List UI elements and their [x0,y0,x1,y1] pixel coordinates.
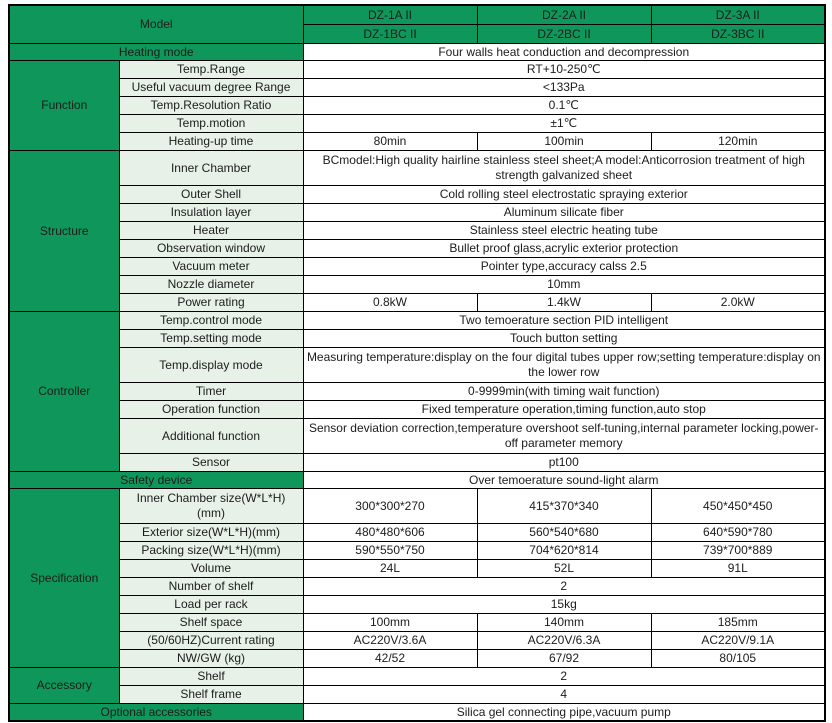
spec-value-load-per-rack: 15kg [303,596,825,614]
spec-value-temp-resolution-ratio: 0.1℃ [303,97,825,115]
spec-value-heating-up-time-col2: 100min [477,133,651,151]
spec-value-50-60hz-current-rating-col1: AC220V/3.6A [303,632,477,650]
model-name-cell-dz-1a-ii: DZ-1A II [303,5,477,25]
model-header-cell: Model [9,5,303,44]
spec-value-volume-col3: 91L [651,560,825,578]
banner-value-optional-accessories: Silica gel connecting pipe,vacuum pump [303,704,825,722]
spec-value-50-60hz-current-rating-col3: AC220V/9.1A [651,632,825,650]
spec-value-temp-control-mode: Two temoerature section PID intelligent [303,312,825,330]
spec-value-nw-gw-kg-col2: 67/92 [477,650,651,668]
spec-value-packing-size-w-l-h-mm-col2: 704*620*814 [477,542,651,560]
section-accessory: Accessory [9,668,119,704]
section-function: Function [9,61,119,151]
spec-label-power-rating: Power rating [119,294,303,312]
spec-value-power-rating-col1: 0.8kW [303,294,477,312]
spec-label-number-of-shelf: Number of shelf [119,578,303,596]
spec-value-sensor: pt100 [303,454,825,472]
spec-value-heating-up-time-col3: 120min [651,133,825,151]
spec-label-50-60hz-current-rating: (50/60HZ)Current rating [119,632,303,650]
spec-value-nw-gw-kg-col1: 42/52 [303,650,477,668]
spec-value-temp-range: RT+10-250℃ [303,61,825,79]
spec-value-inner-chamber-size-w-l-h-mm-col1: 300*300*270 [303,489,477,524]
model-name-cell-dz-3bc-ii: DZ-3BC II [651,25,825,44]
spec-label-operation-function: Operation function [119,401,303,419]
spec-value-exterior-size-w-l-h-mm-col2: 560*540*680 [477,524,651,542]
spec-label-temp-setting-mode: Temp.setting mode [119,330,303,348]
spec-value-shelf-space-col3: 185mm [651,614,825,632]
spec-value-vacuum-meter: Pointer type,accuracy calss 2.5 [303,258,825,276]
spec-value-temp-setting-mode: Touch button setting [303,330,825,348]
spec-value-shelf-frame: 4 [303,686,825,704]
spec-value-shelf-space-col1: 100mm [303,614,477,632]
spec-label-shelf-space: Shelf space [119,614,303,632]
model-name-cell-dz-1bc-ii: DZ-1BC II [303,25,477,44]
spec-value-useful-vacuum-degree-range: <133Pa [303,79,825,97]
spec-value-volume-col2: 52L [477,560,651,578]
banner-value-safety-device: Over temoerature sound-light alarm [303,472,825,489]
spec-value-nozzle-diameter: 10mm [303,276,825,294]
section-specification: Specification [9,489,119,668]
spec-label-temp-motion: Temp.motion [119,115,303,133]
spec-label-additional-function: Additional function [119,419,303,454]
model-name-cell-dz-2a-ii: DZ-2A II [477,5,651,25]
spec-label-temp-range: Temp.Range [119,61,303,79]
banner-label-safety-device: Safety device [9,472,303,489]
spec-label-heater: Heater [119,222,303,240]
spec-label-shelf-frame: Shelf frame [119,686,303,704]
spec-label-heating-up-time: Heating-up time [119,133,303,151]
spec-value-power-rating-col3: 2.0kW [651,294,825,312]
spec-value-inner-chamber-size-w-l-h-mm-col3: 450*450*450 [651,489,825,524]
spec-label-inner-chamber-size-w-l-h-mm: Inner Chamber size(W*L*H) (mm) [119,489,303,524]
spec-value-heating-up-time-col1: 80min [303,133,477,151]
spec-value-observation-window: Bullet proof glass,acrylic exterior protection [303,240,825,258]
banner-value-heating-mode: Four walls heat conduction and decompression [303,44,825,61]
section-structure: Structure [9,151,119,312]
banner-label-optional-accessories: Optional accessories [9,704,303,722]
section-controller: Controller [9,312,119,472]
spec-value-timer: 0-9999min(with timing wait function) [303,383,825,401]
spec-label-inner-chamber: Inner Chamber [119,151,303,186]
spec-value-temp-motion: ±1℃ [303,115,825,133]
spec-value-temp-display-mode: Measuring temperature:display on the four digital tubes upper row;setting temperature:display on the lower row [303,348,825,383]
spec-value-exterior-size-w-l-h-mm-col1: 480*480*606 [303,524,477,542]
spec-label-observation-window: Observation window [119,240,303,258]
spec-label-sensor: Sensor [119,454,303,472]
spec-value-insulation-layer: Aluminum silicate fiber [303,204,825,222]
spec-label-load-per-rack: Load per rack [119,596,303,614]
spec-value-inner-chamber: BCmodel:High quality hairline stainless steel sheet;A model:Anticorrosion treatment of high strength galvanized sheet [303,151,825,186]
spec-label-volume: Volume [119,560,303,578]
spec-value-50-60hz-current-rating-col2: AC220V/6.3A [477,632,651,650]
spec-value-nw-gw-kg-col3: 80/105 [651,650,825,668]
spec-label-exterior-size-w-l-h-mm: Exterior size(W*L*H)(mm) [119,524,303,542]
spec-value-number-of-shelf: 2 [303,578,825,596]
spec-value-operation-function: Fixed temperature operation,timing function,auto stop [303,401,825,419]
model-name-cell-dz-2bc-ii: DZ-2BC II [477,25,651,44]
spec-label-insulation-layer: Insulation layer [119,204,303,222]
spec-value-exterior-size-w-l-h-mm-col3: 640*590*780 [651,524,825,542]
spec-value-power-rating-col2: 1.4kW [477,294,651,312]
spec-label-nw-gw-kg: NW/GW (kg) [119,650,303,668]
spec-value-additional-function: Sensor deviation correction,temperature overshoot self-tuning,internal parameter locking,power-off parameter memory [303,419,825,454]
spec-table [8,4,826,722]
banner-label-heating-mode: Heating mode [9,44,303,61]
spec-label-shelf: Shelf [119,668,303,686]
spec-value-outer-shell: Cold rolling steel electrostatic spraying exterior [303,186,825,204]
spec-value-packing-size-w-l-h-mm-col1: 590*550*750 [303,542,477,560]
spec-value-shelf: 2 [303,668,825,686]
spec-label-packing-size-w-l-h-mm: Packing size(W*L*H)(mm) [119,542,303,560]
spec-value-shelf-space-col2: 140mm [477,614,651,632]
spec-label-useful-vacuum-degree-range: Useful vacuum degree Range [119,79,303,97]
spec-label-temp-display-mode: Temp.display mode [119,348,303,383]
spec-value-inner-chamber-size-w-l-h-mm-col2: 415*370*340 [477,489,651,524]
model-name-cell-dz-3a-ii: DZ-3A II [651,5,825,25]
spec-value-heater: Stainless steel electric heating tube [303,222,825,240]
spec-label-nozzle-diameter: Nozzle diameter [119,276,303,294]
spec-label-outer-shell: Outer Shell [119,186,303,204]
spec-label-vacuum-meter: Vacuum meter [119,258,303,276]
spec-value-volume-col1: 24L [303,560,477,578]
spec-value-packing-size-w-l-h-mm-col3: 739*700*889 [651,542,825,560]
spec-label-temp-resolution-ratio: Temp.Resolution Ratio [119,97,303,115]
spec-label-timer: Timer [119,383,303,401]
spec-label-temp-control-mode: Temp.control mode [119,312,303,330]
